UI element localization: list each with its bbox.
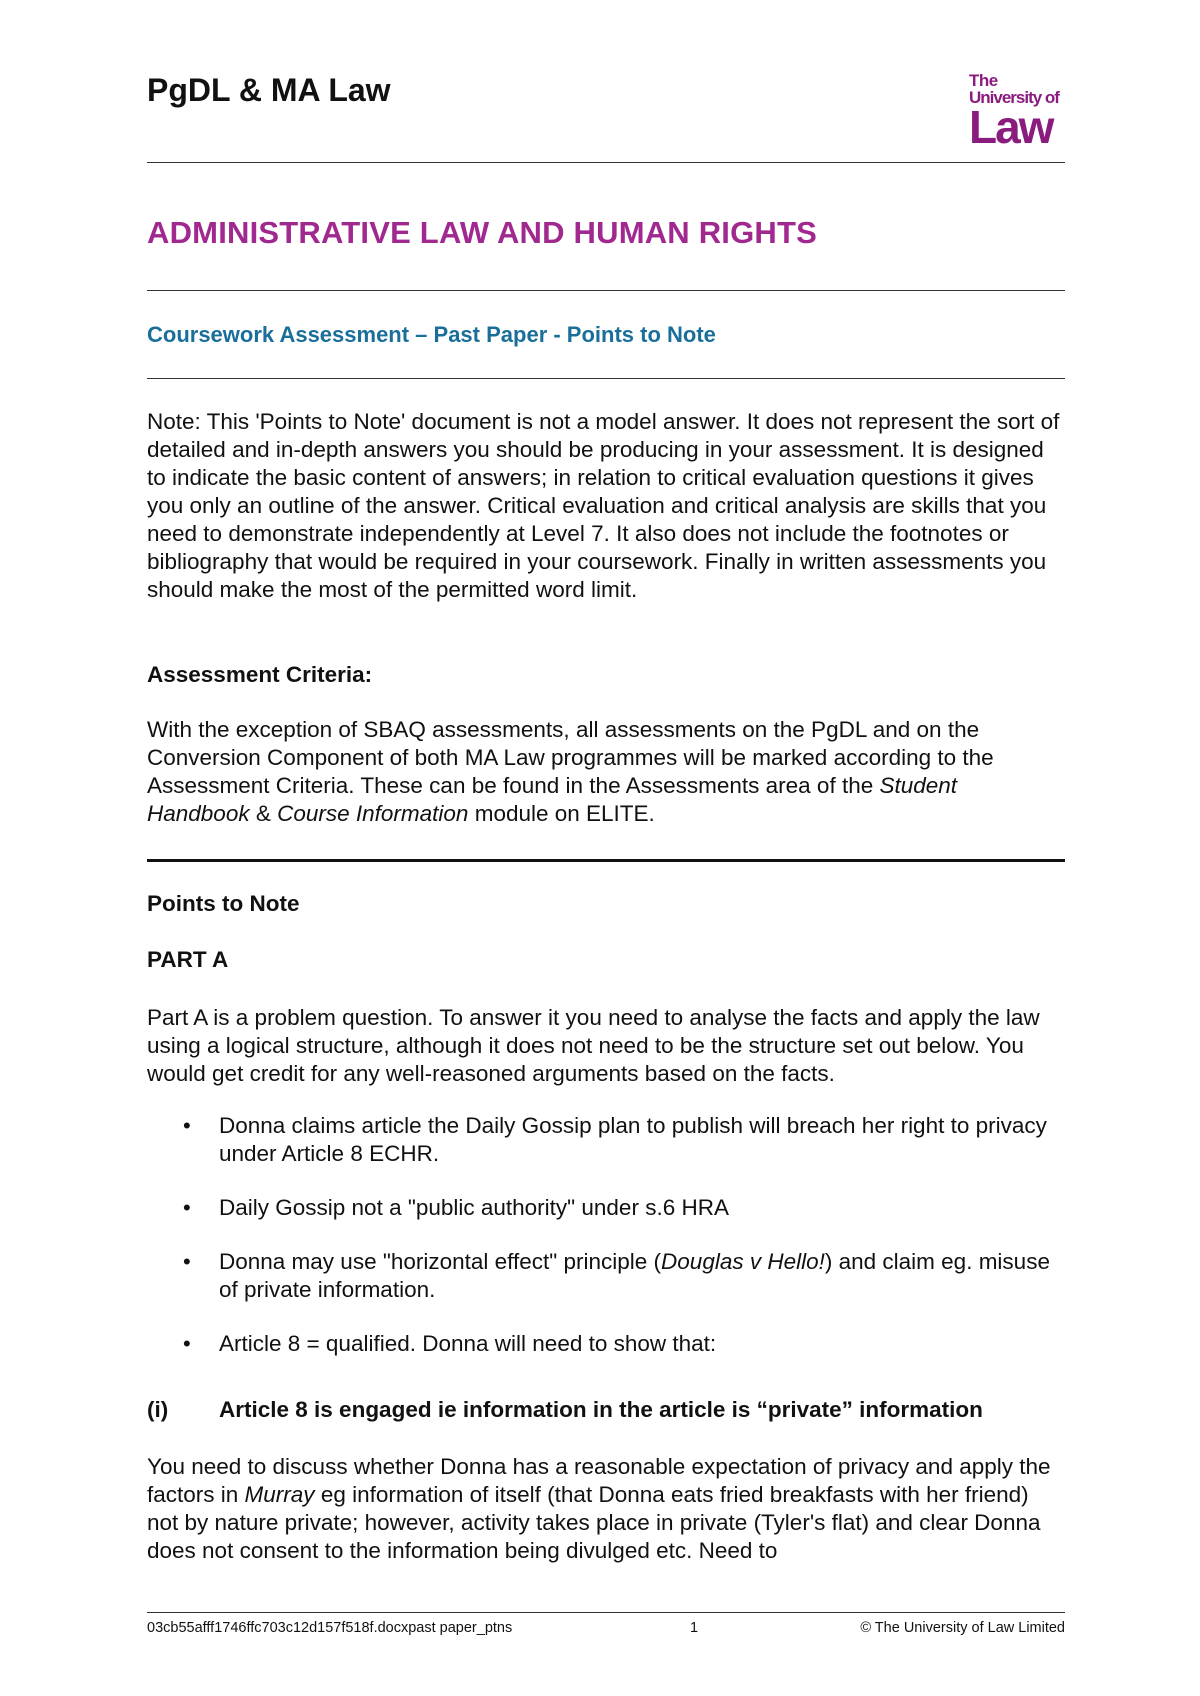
logo-line-1: The (969, 71, 998, 90)
points-list (147, 1112, 1065, 1358)
header-divider (147, 162, 1065, 163)
murray-italic: Murray (244, 1482, 315, 1507)
subheading-text: Article 8 is engaged ie information in the article is “private” information (219, 1397, 983, 1422)
module-title: ADMINISTRATIVE LAW AND HUMAN RIGHTS (147, 215, 818, 250)
list-item: • Article 8 = qualified. Donna will need to show that: (183, 1331, 717, 1356)
footer-filename: 03cb55afff1746ffc703c12d157f518f.docxpast paper_ptns (147, 1620, 513, 1636)
subheading-number: (i) (147, 1397, 169, 1422)
list-item: • Donna claims article the Daily Gossip plan to publish will breach her right to privacy under Article 8 ECHR. (183, 1113, 1047, 1166)
document-subtitle: Coursework Assessment – Past Paper - Points to Note (147, 322, 716, 347)
bullet-icon: • (183, 1331, 191, 1356)
footer-divider (147, 1612, 1065, 1613)
points-heading: Points to Note (147, 891, 300, 916)
bullet-icon: • (183, 1113, 191, 1138)
program-title: PgDL & MA Law (147, 72, 391, 108)
part-a-heading: PART A (147, 947, 229, 972)
subtitle-divider (147, 378, 1065, 379)
case-name-italic: Douglas v Hello! (661, 1249, 825, 1274)
footer-copyright: © The University of Law Limited (860, 1620, 1065, 1636)
section-divider (147, 859, 1065, 862)
list-item: • Donna may use "horizontal effect" principle (Douglas v Hello!) and claim eg. misuse of private information. (183, 1249, 1050, 1302)
criteria-heading: Assessment Criteria: (147, 662, 373, 687)
bullet-icon: • (183, 1249, 191, 1274)
page-number: 1 (690, 1620, 699, 1636)
list-item: • Daily Gossip not a "public authority" under s.6 HRA (183, 1195, 729, 1220)
discussion-paragraph: You need to discuss whether Donna has a reasonable expectation of privacy and apply the factors in Murray eg information of itself (that Donna eats fried breakfasts with her friend) not by nature private; however, activity takes place in private (Tyler's flat) and clear Donna does not consent to the information being divulged etc. Need to (147, 1454, 1051, 1563)
document-header (147, 72, 1065, 152)
bullet-icon: • (183, 1195, 191, 1220)
logo-line-2: University of (969, 88, 1059, 107)
course-info-italic: Course Information (277, 801, 469, 826)
logo-line-3: Law (969, 101, 1053, 153)
title-divider (147, 290, 1065, 291)
note-paragraph: Note: This 'Points to Note' document is not a model answer. It does not represent the sort of detailed and in-depth answers you should be producing in your assessment. It is designed to indicate the basic content of answers; in relation to critical evaluation questions it gives you only an outline of the answer. Critical evaluation and critical analysis are skills that you need to demonstrate independently at Level 7. It also does not include the footnotes or bibliography that would be required in your coursework. Finally in written assessments you should make the most of the permitted word limit. (147, 409, 1060, 602)
university-logo (969, 71, 1065, 153)
handbook-italic: Student Handbook (147, 773, 958, 826)
part-a-intro: Part A is a problem question. To answer it you need to analyse the facts and apply the law using a logical structure, although it does not need to be the structure set out below. You would get credit for any well-reasoned arguments based on the facts. (147, 1005, 1040, 1086)
criteria-paragraph: With the exception of SBAQ assessments, all assessments on the PgDL and on the Conversion Component of both MA Law programmes will be marked according to the Assessment Criteria. These can be found in the Assessments area of the Student Handbook & Course Information module on ELITE. (147, 717, 994, 826)
